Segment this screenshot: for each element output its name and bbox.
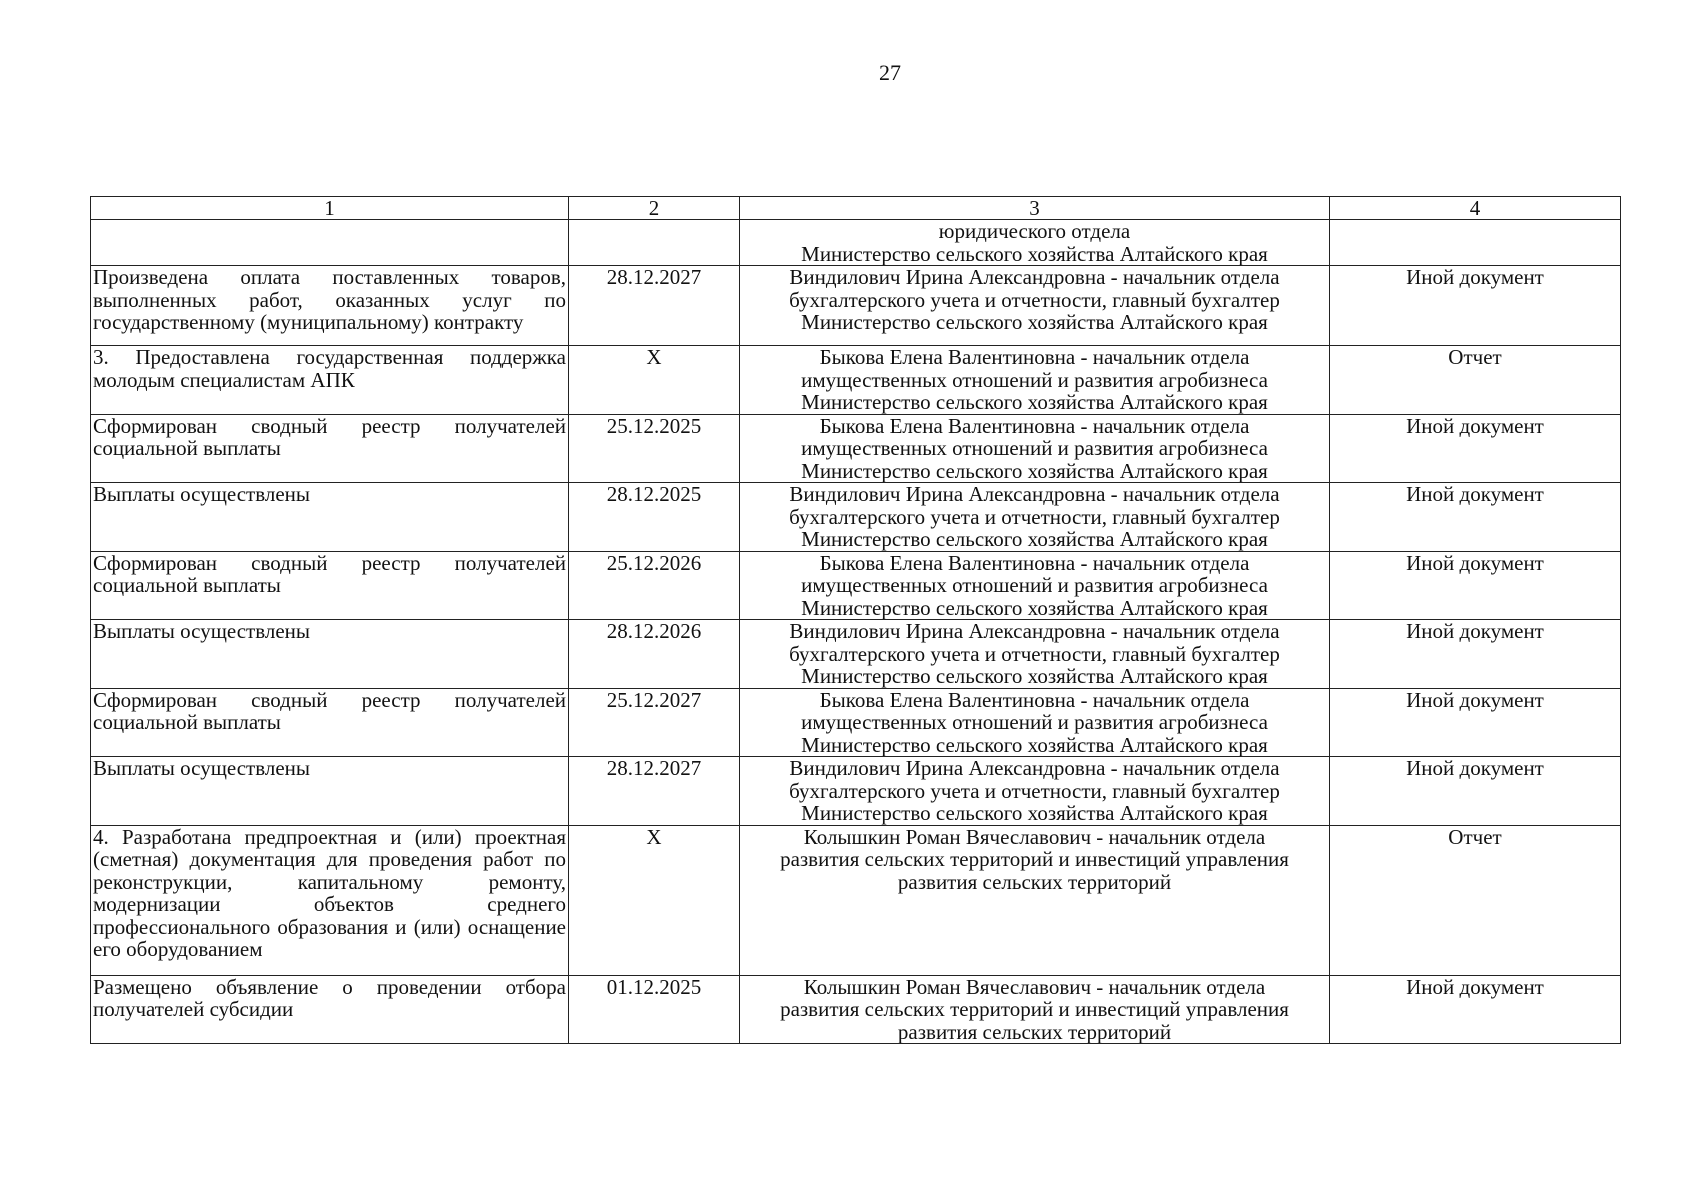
document-cell: Отчет (1330, 825, 1621, 975)
date-cell: X (569, 346, 740, 415)
table-row (91, 414, 1621, 483)
date-cell: 28.12.2027 (569, 266, 740, 346)
table-row (91, 220, 1621, 266)
date-cell (569, 220, 740, 266)
column-header-2: 2 (569, 197, 740, 220)
result-cell: Выплаты осуществлены (91, 757, 569, 826)
responsible-cell: Виндилович Ирина Александровна - начальник отдела бухгалтерского учета и отчетности, главный бухгалтер Министерство сельского хозяйства Алтайского края (740, 483, 1330, 552)
document-cell: Иной документ (1330, 975, 1621, 1044)
responsible-cell: Быкова Елена Валентиновна - начальник отдела имущественных отношений и развития агробизнеса Министерство сельского хозяйства Алтайского края (740, 551, 1330, 620)
table-row (91, 551, 1621, 620)
document-cell: Иной документ (1330, 551, 1621, 620)
result-cell: Сформирован сводный реестр получателей социальной выплаты (91, 414, 569, 483)
date-cell: 25.12.2027 (569, 688, 740, 757)
document-cell: Иной документ (1330, 414, 1621, 483)
table-row (91, 688, 1621, 757)
date-cell: 25.12.2026 (569, 551, 740, 620)
responsible-cell: Колышкин Роман Вячеславович - начальник отдела развития сельских территорий и инвестиций управления развития сельских территорий (740, 975, 1330, 1044)
document-cell: Иной документ (1330, 483, 1621, 552)
date-cell: X (569, 825, 740, 975)
table-header-row (91, 197, 1621, 220)
responsible-cell: Виндилович Ирина Александровна - начальник отдела бухгалтерского учета и отчетности, главный бухгалтер Министерство сельского хозяйства Алтайского края (740, 266, 1330, 346)
table-row (91, 483, 1621, 552)
responsible-cell: Виндилович Ирина Александровна - начальник отдела бухгалтерского учета и отчетности, главный бухгалтер Министерство сельского хозяйства Алтайского края (740, 757, 1330, 826)
responsible-cell: Колышкин Роман Вячеславович - начальник отдела развития сельских территорий и инвестиций управления развития сельских территорий (740, 825, 1330, 975)
document-cell: Иной документ (1330, 266, 1621, 346)
result-cell: Выплаты осуществлены (91, 483, 569, 552)
column-header-1: 1 (91, 197, 569, 220)
date-cell: 28.12.2026 (569, 620, 740, 689)
result-cell: Размещено объявление о проведении отбора получателей субсидии (91, 975, 569, 1044)
table-row (91, 975, 1621, 1044)
result-cell (91, 220, 569, 266)
responsible-cell: Быкова Елена Валентиновна - начальник отдела имущественных отношений и развития агробизнеса Министерство сельского хозяйства Алтайского края (740, 346, 1330, 415)
result-cell: Произведена оплата поставленных товаров, выполненных работ, оказанных услуг по государственному (муниципальному) контракту (91, 266, 569, 346)
column-header-3: 3 (740, 197, 1330, 220)
table-body (91, 220, 1621, 1044)
table-row (91, 757, 1621, 826)
table-row (91, 620, 1621, 689)
result-cell: 4. Разработана предпроектная и (или) проектная (сметная) документация для проведения работ по реконструкции, капитальному ремонту, модернизации объектов среднего профессионального образования и (или) оснащение его оборудованием (91, 825, 569, 975)
result-cell: Выплаты осуществлены (91, 620, 569, 689)
responsible-cell: Виндилович Ирина Александровна - начальник отдела бухгалтерского учета и отчетности, главный бухгалтер Министерство сельского хозяйства Алтайского края (740, 620, 1330, 689)
result-cell: Сформирован сводный реестр получателей социальной выплаты (91, 688, 569, 757)
responsible-cell: Быкова Елена Валентиновна - начальник отдела имущественных отношений и развития агробизнеса Министерство сельского хозяйства Алтайского края (740, 688, 1330, 757)
responsible-cell: Быкова Елена Валентиновна - начальник отдела имущественных отношений и развития агробизнеса Министерство сельского хозяйства Алтайского края (740, 414, 1330, 483)
date-cell: 28.12.2025 (569, 483, 740, 552)
result-cell: Сформирован сводный реестр получателей социальной выплаты (91, 551, 569, 620)
column-header-4: 4 (1330, 197, 1621, 220)
plan-table (90, 196, 1621, 1044)
table-row (91, 825, 1621, 975)
document-cell: Отчет (1330, 346, 1621, 415)
date-cell: 28.12.2027 (569, 757, 740, 826)
page-number: 27 (879, 60, 901, 85)
document-cell (1330, 220, 1621, 266)
table-row (91, 346, 1621, 415)
responsible-cell: юридического отдела Министерство сельского хозяйства Алтайского края (740, 220, 1330, 266)
date-cell: 01.12.2025 (569, 975, 740, 1044)
document-cell: Иной документ (1330, 688, 1621, 757)
result-cell: 3. Предоставлена государственная поддержка молодым специалистам АПК (91, 346, 569, 415)
document-cell: Иной документ (1330, 757, 1621, 826)
date-cell: 25.12.2025 (569, 414, 740, 483)
table-row (91, 266, 1621, 346)
document-cell: Иной документ (1330, 620, 1621, 689)
